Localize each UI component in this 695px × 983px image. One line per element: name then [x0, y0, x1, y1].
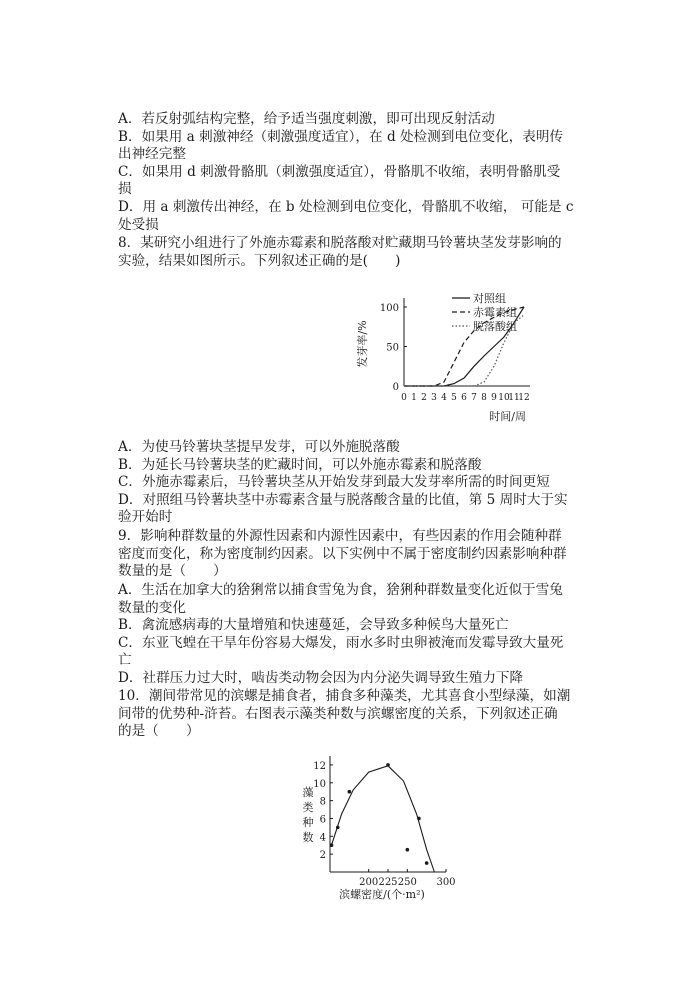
y-tick-label: 10	[313, 778, 326, 790]
q9-options	[118, 582, 580, 688]
q8-option-b: B．为延长马铃薯块茎的贮藏时间，可以外施赤霉素和脱落酸	[118, 456, 482, 473]
q8-stem-line1: 8．某研究小组进行了外施赤霉素和脱落酸对贮藏期马铃薯块茎发芽影响的	[118, 235, 562, 251]
y-tick-label: 4	[319, 832, 326, 844]
x-tick-label: 10	[498, 393, 510, 403]
y-tick-label: 8	[319, 796, 326, 808]
y-tick-label: 12	[313, 760, 326, 772]
q8-option-a: A．为使马铃薯块茎提早发芽，可以外施脱落酸	[118, 439, 400, 455]
q10-stem	[118, 688, 580, 741]
data-point	[330, 843, 334, 847]
x-axis-label: 时间/周	[489, 410, 526, 423]
y-tick-label: 100	[379, 303, 399, 314]
q7-option-c-line1: C．如果用 d 刺激骨骼肌（刺激强度适宜），骨骼肌不收缩，表明骨骼肌受	[118, 163, 561, 180]
q8-options	[118, 439, 580, 527]
q7-option-b-line2: 出神经完整	[118, 146, 186, 163]
data-point	[386, 763, 390, 767]
y-tick-label: 2	[319, 850, 326, 862]
data-point	[348, 790, 352, 794]
q10-stem-line1: 10．潮间带常见的滨螺是捕食者，捕食多种藻类，尤其喜食小型绿藻，如潮	[118, 688, 571, 704]
q7-option-c-line2: 损	[118, 181, 132, 198]
data-point	[406, 848, 410, 852]
x-tick-label: 12	[518, 393, 530, 403]
x-tick-label: 2	[421, 393, 427, 403]
q8-stem	[118, 235, 580, 270]
legend-label: 脱落酸组	[473, 320, 517, 333]
y-tick-label: 0	[392, 382, 399, 393]
x-tick-label: 11	[508, 393, 520, 403]
q10-stem-line3: 的是（ ）	[118, 723, 200, 740]
q8-option-d-line1: D．对照组马铃薯块茎中赤霉素含量与脱落酸含量的比值，第 5 周时大于实	[118, 491, 568, 508]
q9-stem-line2: 密度而变化，称为密度制约因素。以下实例中不属于密度制约因素影响种群	[118, 545, 567, 562]
q7-option-d-line1: D．用 a 刺激传出神经，在 b 处检测到电位变化，骨骼肌不收缩， 可能是 c	[118, 198, 574, 215]
q7-option-a: A．若反射弧结构完整，给予适当强度刺激，即可出现反射活动	[118, 111, 495, 127]
x-tick-label: 5	[451, 393, 457, 403]
q9-option-d: D．社群压力过大时，啮齿类动物会因为内分泌失调导致生殖力下降	[118, 669, 524, 686]
legend-label: 对照组	[473, 292, 506, 305]
q9-stem	[118, 528, 580, 581]
data-point	[417, 817, 421, 821]
x-tick-label: 1	[411, 393, 417, 403]
x-tick-label: 8	[481, 393, 487, 403]
x-tick-label: 3	[431, 393, 437, 403]
algae-species-chart	[296, 748, 466, 908]
germination-chart	[352, 290, 552, 435]
x-tick-label: 200	[359, 877, 379, 888]
q9-stem-line1: 9．影响种群数量的外源性因素和内源性因素中，有些因素的作用会随种群	[118, 528, 562, 544]
y-axis-label: 藻类种数	[302, 786, 314, 844]
q7-option-b-line1: B．如果用 a 刺激神经（刺激强度适宜），在 d 处检测到电位变化，表明传	[118, 128, 564, 145]
q8-stem-line2: 实验，结果如图所示。下列叙述正确的是( )	[118, 252, 401, 269]
q8-option-c: C．外施赤霉素后，马铃薯块茎从开始发芽到最大发芽率所需的时间更短	[118, 474, 550, 491]
q9-option-c-line2: 亡	[118, 652, 132, 669]
x-tick-label: 300	[436, 877, 456, 888]
data-point	[425, 861, 429, 865]
q8-option-d-line2: 验开始时	[118, 509, 173, 526]
x-tick-label: 0	[401, 393, 407, 403]
x-axis-label: 滨螺密度/(个·m²)	[339, 888, 425, 901]
q9-option-a-line1: A．生活在加拿大的猞猁常以捕食雪兔为食，猞猁种群数量变化近似于雪兔	[118, 582, 563, 598]
y-axis-label: 发芽率/%	[356, 320, 369, 368]
x-tick-label: 225	[378, 877, 398, 888]
q10-stem-line2: 间带的优势种-浒苔。右图表示藻类种数与滨螺密度的关系，下列叙述正确	[118, 705, 558, 722]
q7-options	[118, 111, 580, 234]
x-tick-label: 9	[491, 393, 497, 403]
q9-option-b: B．禽流感病毒的大量增殖和快速蔓延，会导致多种候鸟大量死亡	[118, 617, 509, 634]
y-tick-label: 50	[386, 342, 399, 354]
q7-option-d-line2: 处受损	[118, 216, 159, 233]
x-tick-label: 7	[471, 393, 477, 403]
x-tick-label: 4	[441, 393, 447, 403]
x-tick-label: 250	[397, 877, 417, 888]
y-tick-label: 6	[319, 814, 326, 826]
q9-option-a-line2: 数量的变化	[118, 599, 186, 616]
q9-stem-line3: 数量的是（ ）	[118, 563, 227, 580]
data-point	[336, 826, 340, 830]
legend-label: 赤霉素组	[473, 306, 517, 319]
x-tick-label: 6	[461, 393, 467, 403]
q9-option-c-line1: C．东亚飞蝗在干旱年份容易大爆发，雨水多时虫卵被淹而发霉导致大量死	[118, 634, 564, 651]
